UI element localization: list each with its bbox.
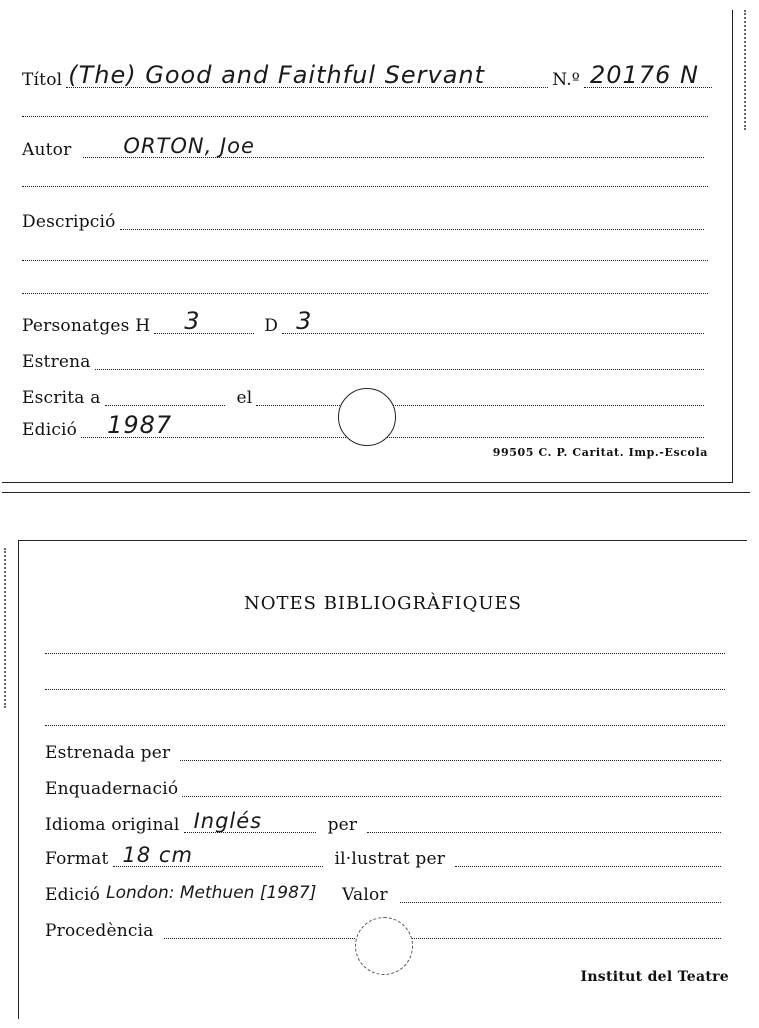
valor-label: Valor	[342, 885, 388, 905]
notes-line-1	[45, 653, 725, 654]
enquadernacio-field	[45, 773, 725, 801]
autor-line	[83, 135, 704, 158]
titol-label: Títol	[22, 70, 63, 90]
descripcio-field	[22, 206, 708, 234]
enquadernacio-label: Enquadernació	[45, 779, 179, 799]
card-edge-texture-back	[4, 548, 16, 708]
autor-value: ORTON, Joe	[123, 134, 255, 158]
estrena-label: Estrena	[22, 352, 91, 372]
autor-label: Autor	[22, 140, 72, 160]
catalog-card-front	[2, 10, 733, 483]
numero-label: N.º	[552, 70, 580, 90]
edicio-back-value: London: Methuen [1987]	[106, 883, 317, 903]
institution-imprint: Institut del Teatre	[580, 969, 729, 985]
idioma-value: Inglés	[193, 809, 263, 833]
card-edge-texture	[744, 10, 756, 130]
personatges-h-line	[154, 307, 254, 335]
autor-field	[22, 134, 708, 162]
edicio-back-field	[45, 879, 725, 907]
enquadernacio-line	[182, 774, 721, 797]
punch-hole-back	[355, 917, 413, 975]
idioma-label: Idioma original	[45, 815, 180, 835]
notes-line-2	[45, 689, 725, 690]
estrenada-line	[180, 738, 721, 761]
catalog-card-back	[18, 540, 747, 1019]
procedencia-line	[164, 916, 721, 939]
estrena-line	[95, 347, 704, 370]
valor-line	[400, 880, 721, 903]
format-value: 18 cm	[122, 843, 193, 867]
descripcio-extra-line-2	[22, 293, 708, 294]
idioma-per-label: per	[327, 815, 358, 835]
numero-line	[584, 61, 712, 89]
escrita-el-line	[256, 383, 704, 406]
estrenada-label: Estrenada per	[45, 743, 171, 763]
idioma-line	[184, 810, 316, 833]
format-il-label: il·lustrat per	[334, 849, 446, 869]
descripcio-label: Descripció	[22, 212, 116, 232]
personatges-label: Personatges H	[22, 316, 151, 336]
notes-line-3	[45, 725, 725, 726]
format-label: Format	[45, 849, 109, 869]
punch-hole	[338, 388, 396, 446]
estrenada-field	[45, 737, 725, 765]
escrita-line	[105, 383, 225, 406]
format-line	[113, 844, 323, 867]
estrena-field	[22, 346, 708, 374]
printer-imprint: 99505 C. P. Caritat. Imp.-Escola	[492, 446, 708, 459]
edicio-back-label: Edició	[45, 885, 101, 905]
format-il-line	[455, 844, 721, 867]
escrita-el-label: el	[236, 388, 253, 408]
personatges-field	[22, 307, 708, 338]
front-card-shadow-line	[2, 492, 750, 493]
idioma-field	[45, 809, 725, 837]
personatges-d-value: 3	[296, 307, 313, 335]
personatges-h-value: 3	[184, 307, 201, 335]
personatges-d-line	[282, 307, 704, 335]
edicio-value: 1987	[107, 411, 173, 439]
procedencia-label: Procedència	[45, 921, 154, 941]
personatges-d-label: D	[264, 316, 279, 336]
edicio-label: Edició	[22, 420, 78, 440]
titol-value: (The) Good and Faithful Servant	[68, 61, 486, 89]
titol-line	[66, 61, 548, 89]
escrita-label: Escrita a	[22, 388, 101, 408]
format-field	[45, 843, 725, 871]
descripcio-extra-line-1	[22, 260, 708, 261]
numero-value: 20176 N	[590, 61, 699, 89]
autor-extra-line	[22, 186, 708, 187]
titol-extra-line	[22, 116, 708, 117]
notes-heading: NOTES BIBLIOGRÀFIQUES	[243, 593, 523, 614]
edicio-back-line	[104, 880, 338, 903]
titol-field	[22, 61, 716, 92]
idioma-per-line	[367, 810, 721, 833]
descripcio-line	[120, 207, 704, 230]
